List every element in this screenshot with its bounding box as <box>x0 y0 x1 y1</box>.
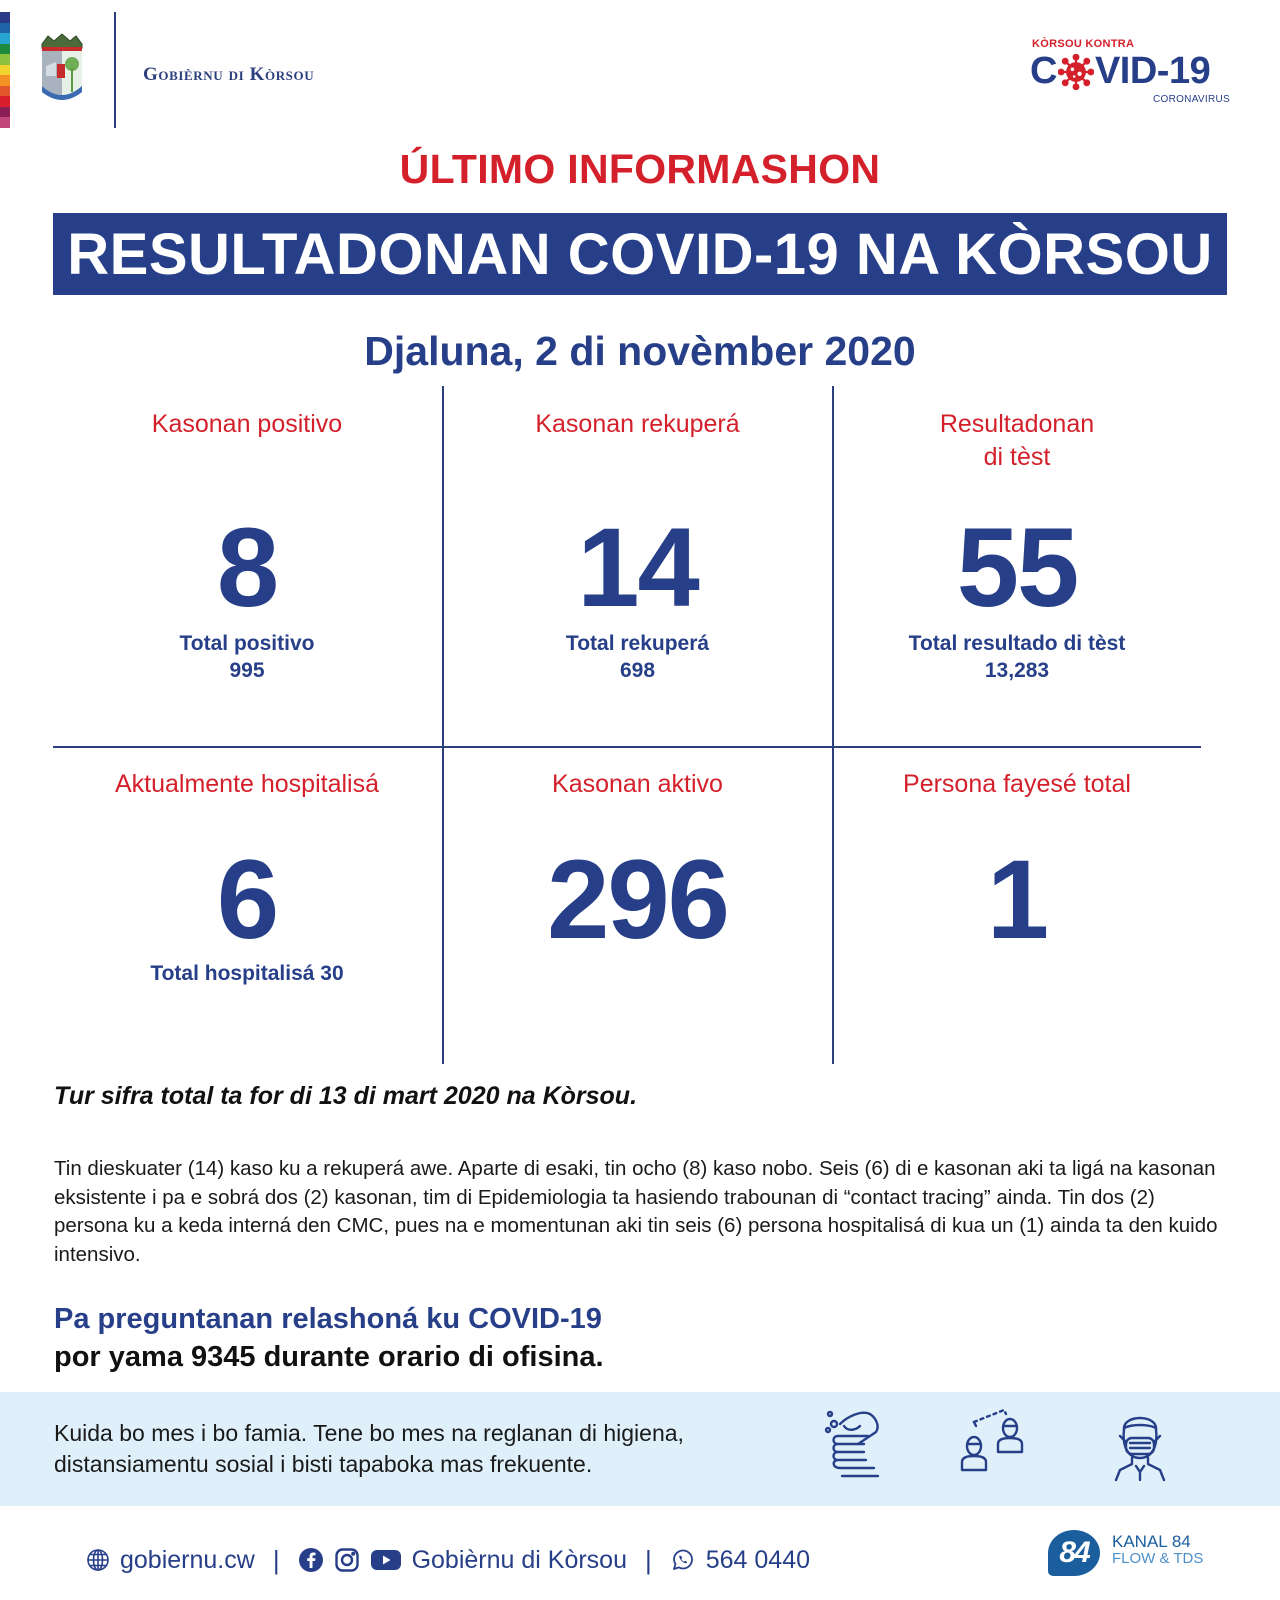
social-handle[interactable]: Gobièrnu di Kòrsou <box>411 1545 627 1574</box>
stat-positive-cases <box>53 408 441 728</box>
stat-value: 55 <box>956 505 1078 630</box>
strip-segment <box>0 65 10 76</box>
header-divider <box>114 12 116 128</box>
grid-divider <box>53 746 1201 748</box>
summary-paragraph: Tin dieskuater (14) kaso ku a rekuperá awe. Aparte di esaki, tin ocho (8) kaso nobo. Seis (6) di e kasonan aki ta ligá na kasonan eksistente i pa e sobrá dos (2) kasonan, tim di Epidemiologia ta hasiendo trabounan di “contact tracing” ainda. Tin dos (2) persona ku a keda interná den CMC, pues na e momentunan aki tin seis (6) persona hospitalisá di kua un (1) ainda ta den kuido intensivo. <box>54 1157 1218 1266</box>
advice-line: Kuida bo mes i bo famia. Tene bo mes na reglanan di higiena, <box>54 1420 684 1446</box>
hand-washing-icon <box>818 1406 894 1482</box>
stat-total-label: Total rekuperá <box>565 632 710 655</box>
separator: | <box>644 1544 652 1575</box>
stat-value: 6 <box>216 837 278 962</box>
contact-heading: Pa preguntanan relashoná ku COVID-19 <box>54 1303 602 1335</box>
advice-line: distansiamentu sosial i bisti tapaboka mas frekuente. <box>54 1451 593 1477</box>
advice-text <box>54 1418 684 1480</box>
strip-segment <box>0 12 10 23</box>
wordmark-left: C <box>1030 50 1057 92</box>
strip-segment <box>0 54 10 65</box>
separator: | <box>272 1544 280 1575</box>
stat-value: 8 <box>216 505 278 630</box>
stat-value: 296 <box>547 837 728 962</box>
stat-test-results <box>833 408 1201 728</box>
stat-label-line1: Resultadonan <box>939 410 1095 438</box>
stat-total-label: Total resultado di tèst <box>908 632 1126 655</box>
update-kicker: ÚLTIMO INFORMASHON <box>399 146 881 192</box>
stat-label: Aktualmente hospitalisá <box>114 770 380 798</box>
stat-deaths <box>833 768 1201 1058</box>
website-link[interactable]: gobiernu.cw <box>120 1545 255 1574</box>
kanal-sub: FLOW & TDS <box>1112 1550 1204 1567</box>
stat-total-value: 995 <box>229 659 265 682</box>
brand-color-strip <box>0 12 10 128</box>
strip-segment <box>0 86 10 97</box>
stat-value: 14 <box>577 505 698 630</box>
stat-active-cases <box>443 768 832 1058</box>
strip-segment <box>0 44 10 55</box>
advice-band <box>0 1392 1280 1506</box>
stat-recovered-cases <box>443 408 832 728</box>
coat-of-arms-logo <box>38 32 86 104</box>
campaign-kicker: KÒRSOU KONTRA <box>1032 38 1135 50</box>
virus-icon <box>1058 54 1094 90</box>
stat-hospitalized <box>53 768 441 1058</box>
strip-segment <box>0 117 10 128</box>
strip-segment <box>0 23 10 34</box>
stat-value: 1 <box>986 837 1048 962</box>
stat-total <box>833 630 1201 684</box>
covid-campaign-logo <box>1030 36 1230 108</box>
kanal-name: KANAL 84 <box>1112 1532 1191 1551</box>
strip-segment <box>0 75 10 86</box>
stat-label: Persona fayesé total <box>903 770 1131 798</box>
campaign-wordmark <box>1030 50 1210 93</box>
stat-label: Kasonan aktivo <box>552 770 723 798</box>
instagram-icon[interactable] <box>334 1547 360 1573</box>
title-banner <box>53 213 1227 295</box>
contact-phone-line: por yama 9345 durante orario di ofisina. <box>54 1341 604 1373</box>
phone-number[interactable]: 564 0440 <box>705 1545 811 1574</box>
kanal-84-logo <box>1048 1530 1218 1580</box>
strip-segment <box>0 107 10 118</box>
stat-total <box>53 630 441 684</box>
stat-total <box>443 630 832 684</box>
government-name: Gobièrnu di Kòrsou <box>143 64 315 85</box>
footer-contacts <box>86 1542 810 1578</box>
wordmark-right: VID-19 <box>1094 50 1211 92</box>
report-date: Djaluna, 2 di novèmber 2020 <box>364 328 916 374</box>
stat-total-value: 13,283 <box>984 659 1050 682</box>
strip-segment <box>0 33 10 44</box>
stat-label: Kasonan positivo <box>151 410 343 438</box>
facebook-icon[interactable] <box>298 1547 324 1573</box>
youtube-icon[interactable] <box>370 1548 402 1572</box>
stat-label-line2: di tèst <box>983 443 1051 471</box>
stat-label: Kasonan rekuperá <box>535 410 740 438</box>
social-distance-icon <box>952 1406 1028 1482</box>
stat-total-label: Total hospitalisá 30 <box>150 962 344 985</box>
face-mask-icon <box>1102 1406 1178 1482</box>
whatsapp-icon <box>670 1547 696 1573</box>
totals-note: Tur sifra total ta for di 13 di mart 2020 na Kòrsou. <box>54 1082 638 1110</box>
stat-total-label: Total positivo <box>179 632 315 655</box>
globe-icon <box>86 1548 110 1572</box>
campaign-subtitle: CORONAVIRUS <box>1152 94 1230 105</box>
strip-segment <box>0 96 10 107</box>
kanal-badge: 84 <box>1048 1530 1100 1576</box>
page-title: RESULTADONAN COVID-19 NA KÒRSOU <box>67 221 1213 287</box>
stat-total-value: 698 <box>619 659 656 682</box>
